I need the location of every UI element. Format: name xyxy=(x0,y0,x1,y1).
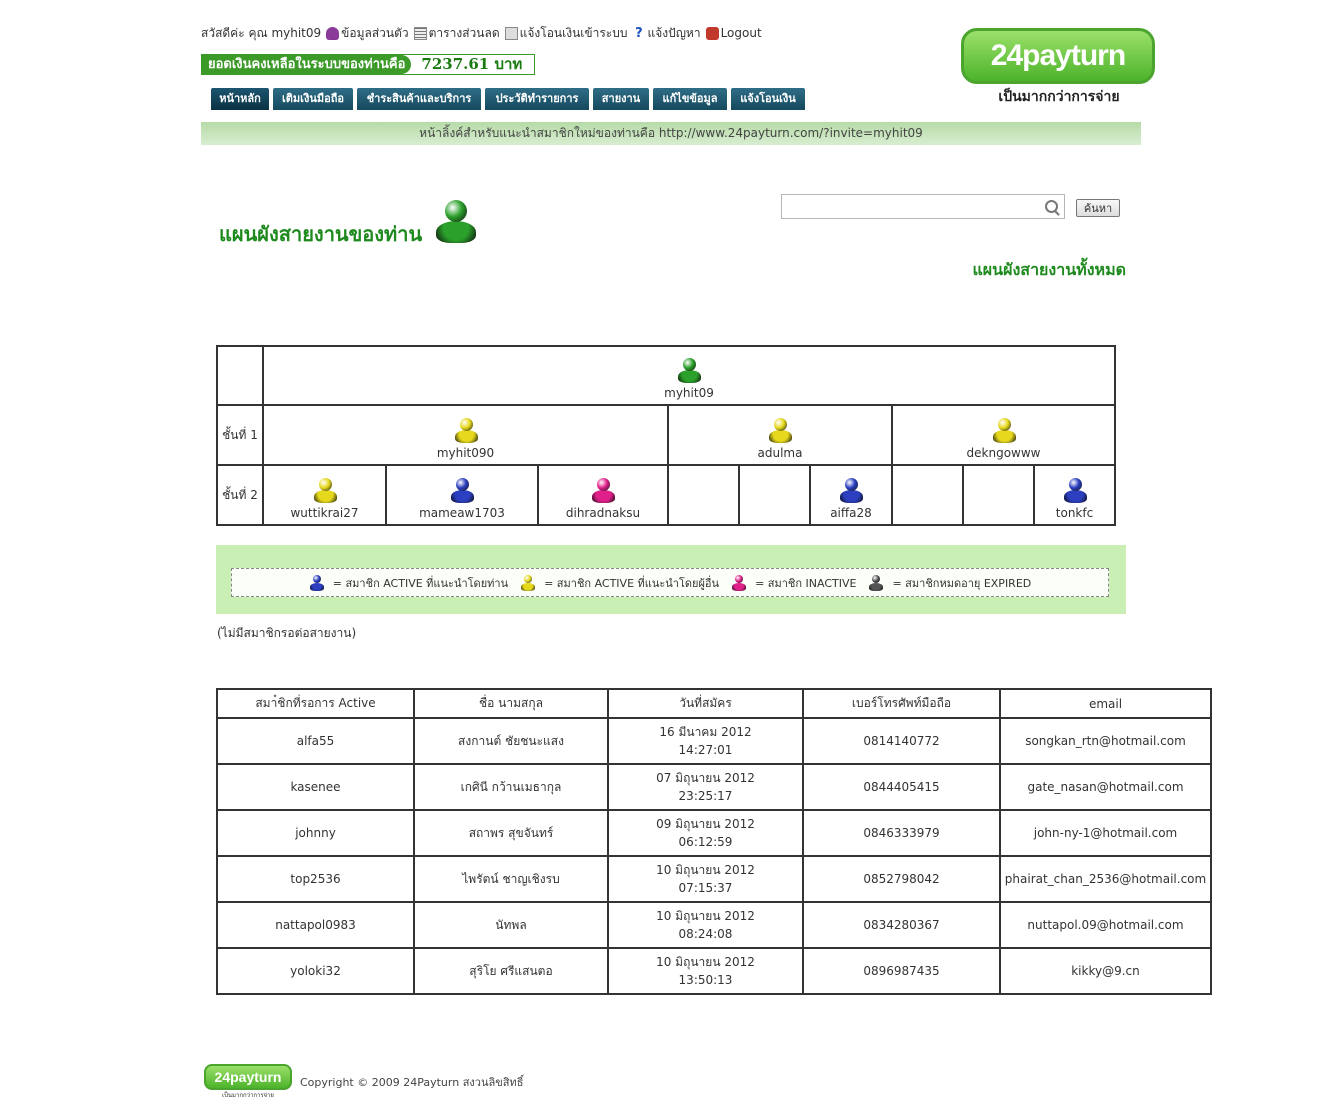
tree-node[interactable] xyxy=(893,418,1114,460)
cell-username-user: nattapol0983 xyxy=(275,918,356,932)
cell-phone xyxy=(803,764,1000,810)
column-header: วันที่สมัคร xyxy=(608,689,803,718)
cell-full-name xyxy=(414,764,608,810)
cell-email xyxy=(1000,902,1211,948)
cell-full-name-name: สถาพร สุขจันทร์ xyxy=(468,826,554,840)
nav-transfer-notify[interactable]: แจ้งโอนเงิน xyxy=(731,88,805,110)
cell-register-date xyxy=(608,810,803,856)
tree-node[interactable] xyxy=(669,418,891,460)
search-icon xyxy=(1045,200,1058,213)
page-title: แผนผังสายงานของท่าน xyxy=(219,222,423,246)
legend-label: = สมาชิก INACTIVE xyxy=(755,576,857,590)
transfer-notify-link-label: แจ้งโอนเงินเข้าระบบ xyxy=(519,25,628,40)
nav-mobile-topup[interactable]: เติมเงินมือถือ xyxy=(273,88,353,110)
tree-node-name: myhit09 xyxy=(664,386,714,400)
network-tree xyxy=(216,345,1116,526)
cell-username-user: alfa55 xyxy=(296,734,335,748)
member-avatar-icon xyxy=(520,575,536,591)
logo-text: 24payturn xyxy=(990,39,1126,72)
user-bar xyxy=(201,24,767,42)
column-header: เบอร์โทรศัพท์มือถือ xyxy=(803,689,1000,718)
cell-email-email: phairat_chan_2536@hotmail.com xyxy=(1004,872,1207,886)
main-nav xyxy=(211,88,809,110)
legend-label: = สมาชิก ACTIVE ที่แนะนำโดยท่าน xyxy=(332,576,509,590)
cell-username xyxy=(217,902,414,948)
cell-phone xyxy=(803,902,1000,948)
cell-phone xyxy=(803,856,1000,902)
tree-cell xyxy=(668,465,739,525)
cell-full-name-name: สงกานต์ ชัยชนะแสง xyxy=(458,734,564,748)
cell-email xyxy=(1000,764,1211,810)
member-avatar-icon xyxy=(309,575,325,591)
table-row xyxy=(217,810,1211,856)
column-header: ชื่อ นามสกุล xyxy=(414,689,608,718)
member-avatar-icon xyxy=(453,418,479,444)
cell-register-date-time: 06:12:59 xyxy=(678,835,733,849)
site-logo[interactable] xyxy=(961,28,1157,104)
legend-item xyxy=(731,574,856,592)
cell-username xyxy=(217,718,414,764)
table-row xyxy=(217,902,1211,948)
discount-table-link[interactable] xyxy=(414,24,500,43)
cell-register-date-time: 08:24:08 xyxy=(678,927,733,941)
nav-edit-profile[interactable]: แก้ไขข้อมูล xyxy=(653,88,727,110)
all-tree-link[interactable]: แผนผังสายงานทั้งหมด xyxy=(972,260,1126,279)
balance-box xyxy=(201,54,535,75)
tree-node-name: tonkfc xyxy=(1055,506,1094,520)
cell-username xyxy=(217,948,414,994)
member-avatar-icon xyxy=(838,478,864,504)
tree-node[interactable] xyxy=(1035,478,1114,520)
report-problem-link[interactable] xyxy=(632,24,700,43)
cell-register-date xyxy=(608,856,803,902)
cell-email-email: nuttapol.09@hotmail.com xyxy=(1027,918,1184,932)
tree-node-name: wuttikrai27 xyxy=(290,506,359,520)
legend-item xyxy=(309,574,508,592)
nav-network[interactable]: สายงาน xyxy=(593,88,649,110)
footer-logo-text: 24payturn xyxy=(204,1064,292,1090)
cell-full-name-name: ไพรัตน์ ชาญเชิงรบ xyxy=(462,872,560,886)
cell-phone xyxy=(803,810,1000,856)
list-icon xyxy=(414,27,427,40)
cell-username-user: johnny xyxy=(295,826,336,840)
tree-cell xyxy=(810,465,892,525)
cell-email xyxy=(1000,810,1211,856)
tree-node[interactable] xyxy=(264,418,667,460)
tree-node-name: dekngowww xyxy=(966,446,1041,460)
legend xyxy=(231,568,1109,597)
cell-full-name xyxy=(414,856,608,902)
footer-logo-tagline: เป็นมากกว่าการจ่าย xyxy=(222,1092,274,1099)
cell-username xyxy=(217,764,414,810)
logout-link-label: Logout xyxy=(720,26,762,40)
person-icon xyxy=(326,27,339,40)
cell-register-date-date: 10 มิถุนายน 2012 xyxy=(656,909,755,923)
balance-label: ยอดเงินคงเหลือในระบบของท่านคือ xyxy=(202,55,411,74)
cell-register-date xyxy=(608,718,803,764)
tree-node[interactable] xyxy=(264,478,385,520)
cell-username-user: yoloki32 xyxy=(290,964,341,978)
cell-full-name-name: นัทพล xyxy=(495,918,527,932)
tree-root-cell xyxy=(263,346,1115,405)
tree-node-name: dihradnaksu xyxy=(565,506,641,520)
cell-phone-phone: 0844405415 xyxy=(863,780,940,794)
no-pending-members-text: (ไม่มีสมาชิกรอต่อสายงาน) xyxy=(217,626,357,640)
member-avatar-icon xyxy=(312,478,338,504)
member-avatar-icon xyxy=(449,478,475,504)
cell-phone-phone: 0834280367 xyxy=(863,918,940,932)
tree-node-name: myhit090 xyxy=(436,446,495,460)
tree-cell xyxy=(739,465,810,525)
tree-cell xyxy=(892,465,963,525)
tree-cell xyxy=(263,465,386,525)
cell-register-date-time: 13:50:13 xyxy=(678,973,733,987)
cell-full-name xyxy=(414,718,608,764)
cell-username-user: top2536 xyxy=(290,872,341,886)
cell-full-name xyxy=(414,810,608,856)
member-avatar-icon xyxy=(868,575,884,591)
profile-link[interactable] xyxy=(326,24,408,43)
cell-register-date-date: 16 มีนาคม 2012 xyxy=(659,725,752,739)
level-label: ชั้นที่ 2 xyxy=(217,465,263,525)
cell-email xyxy=(1000,856,1211,902)
invite-link-bar: หน้าลิ้งค์สำหรับแนะนำสมาชิกใหม่ของท่านคือ http://www.24payturn.com/?invite=myhit09 xyxy=(201,122,1141,145)
cell-email xyxy=(1000,948,1211,994)
tree-cell xyxy=(892,405,1115,465)
table-row xyxy=(217,718,1211,764)
cell-phone xyxy=(803,718,1000,764)
page-title-row xyxy=(219,200,478,248)
table-row xyxy=(217,948,1211,994)
pending-members-table xyxy=(216,688,1212,995)
member-avatar-icon xyxy=(434,200,478,244)
tree-node[interactable] xyxy=(539,478,667,520)
logo-badge xyxy=(961,28,1155,84)
level-label: ชั้นที่ 1 xyxy=(217,405,263,465)
cell-username xyxy=(217,856,414,902)
cell-register-date-time: 07:15:37 xyxy=(678,881,733,895)
cell-email-email: john-ny-1@hotmail.com xyxy=(1033,826,1178,840)
legend-panel xyxy=(216,545,1126,614)
cell-email-email: kikky@9.cn xyxy=(1071,964,1140,978)
greeting: สวัสดีค่ะ คุณ myhit09 xyxy=(201,25,322,40)
cell-full-name-name: สุริโย ศรีแสนตอ xyxy=(469,964,553,978)
cell-username xyxy=(217,810,414,856)
tree-cell xyxy=(386,465,538,525)
tree-node-name: adulma xyxy=(757,446,803,460)
transfer-notify-link[interactable] xyxy=(505,24,628,43)
balance-value: 7237.61 บาท xyxy=(421,55,523,73)
table-row xyxy=(217,856,1211,902)
tree-cell xyxy=(263,405,668,465)
cell-full-name xyxy=(414,902,608,948)
member-avatar-icon xyxy=(590,478,616,504)
table-row xyxy=(217,764,1211,810)
report-problem-link-label: แจ้งปัญหา xyxy=(647,25,701,40)
cell-phone-phone: 0814140772 xyxy=(863,734,940,748)
cell-email xyxy=(1000,718,1211,764)
nav-bill-payment[interactable]: ชำระสินค้าและบริการ xyxy=(357,88,481,110)
member-avatar-icon xyxy=(1062,478,1088,504)
legend-label: = สมาชิกหมดอายุ EXPIRED xyxy=(892,576,1032,590)
cell-register-date-date: 10 มิถุนายน 2012 xyxy=(656,955,755,969)
tree-cell xyxy=(668,405,892,465)
discount-table-link-label: ตารางส่วนลด xyxy=(428,25,500,40)
profile-link-label: ข้อมูลส่วนตัว xyxy=(341,25,409,40)
tree-node[interactable] xyxy=(811,478,891,520)
nav-home[interactable]: หน้าหลัก xyxy=(211,88,269,110)
cell-full-name-name: เกศินี กว้านเมธากุล xyxy=(460,780,562,794)
legend-label: = สมาชิก ACTIVE ที่แนะนำโดยผู้อื่น xyxy=(544,576,720,590)
cell-register-date xyxy=(608,902,803,948)
column-header: email xyxy=(1000,689,1211,718)
member-avatar-icon xyxy=(991,418,1017,444)
search-button[interactable]: ค้นหา xyxy=(1076,199,1120,217)
tree-cell xyxy=(538,465,668,525)
document-icon xyxy=(505,27,518,40)
cell-register-date xyxy=(608,948,803,994)
logout-link[interactable] xyxy=(706,26,762,40)
cell-email-email: songkan_rtn@hotmail.com xyxy=(1025,734,1186,748)
tree-cell xyxy=(963,465,1034,525)
cell-register-date-date: 09 มิถุนายน 2012 xyxy=(656,817,755,831)
tree-node-name: mameaw1703 xyxy=(419,506,505,520)
search-input[interactable] xyxy=(781,194,1065,219)
cell-register-date xyxy=(608,764,803,810)
cell-phone-phone: 0846333979 xyxy=(863,826,940,840)
footer-logo[interactable] xyxy=(204,1064,292,1100)
tree-node[interactable] xyxy=(387,478,537,520)
member-avatar-icon xyxy=(767,418,793,444)
cell-register-date-date: 07 มิถุนายน 2012 xyxy=(656,771,755,785)
cell-full-name xyxy=(414,948,608,994)
member-avatar-icon xyxy=(731,575,747,591)
cell-phone-phone: 0896987435 xyxy=(863,964,940,978)
cell-phone-phone: 0852798042 xyxy=(863,872,940,886)
lock-icon xyxy=(706,27,719,40)
help-icon: ? xyxy=(635,25,643,41)
cell-username-user: kasenee xyxy=(290,780,341,794)
legend-item xyxy=(520,574,719,592)
cell-register-date-time: 14:27:01 xyxy=(678,743,733,757)
nav-transaction-history[interactable]: ประวัติทำรายการ xyxy=(485,88,589,110)
logo-tagline: เป็นมากกว่าการจ่าย xyxy=(998,89,1120,105)
tree-node[interactable] xyxy=(264,358,1114,400)
cell-register-date-date: 10 มิถุนายน 2012 xyxy=(656,863,755,877)
tree-node-name: aiffa28 xyxy=(830,506,872,520)
legend-item xyxy=(868,574,1031,592)
member-avatar-icon xyxy=(676,358,702,384)
cell-register-date-time: 23:25:17 xyxy=(678,789,733,803)
cell-phone xyxy=(803,948,1000,994)
cell-email-email: gate_nasan@hotmail.com xyxy=(1027,780,1184,794)
tree-cell xyxy=(1034,465,1115,525)
copyright-text: Copyright © 2009 24Payturn สงวนลิขสิทธิ์ xyxy=(300,1076,524,1089)
tree-root-level-cell xyxy=(217,346,263,405)
column-header: สมา๋ชิกที่รอการ Active xyxy=(217,689,414,718)
